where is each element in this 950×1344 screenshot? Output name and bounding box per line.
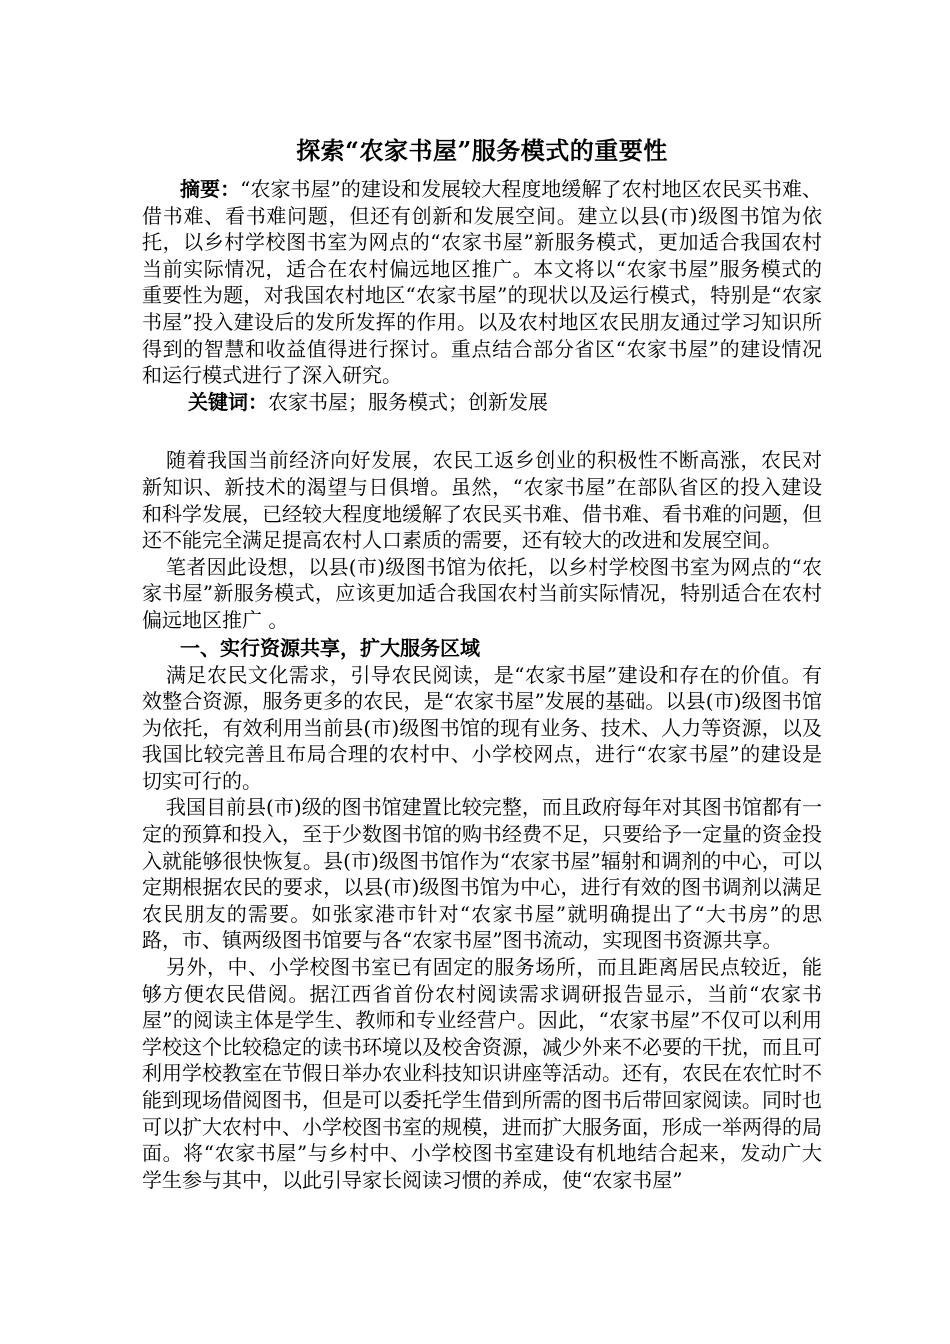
intro-paragraph-1: 随着我国当前经济向好发展，农民工返乡创业的积极性不断高涨，农民对新知识、新技术的渴望与日俱增。虽然，“农家书屋”在部队省区的投入建设和科学发展，已经较大程度地缓解了农民买书难、借书难、看书难的问题，但还不能完全满足提高农村人口素质的需要，还有较大的改进和发展空间。	[142, 448, 822, 553]
abstract-paragraph	[142, 176, 822, 389]
keywords-paragraph	[142, 389, 822, 416]
intro-paragraph-2: 笔者因此设想，以县(市)级图书馆为依托，以乡村学校图书室为网点的“农家书屋”新服务模式，应该更加适合我国农村当前实际情况，特别适合在农村偏远地区推广 。	[142, 554, 822, 632]
section-heading-1: 一、实行资源共享，扩大服务区域	[180, 635, 480, 660]
section1-paragraph-1: 满足农民文化需求，引导农民阅读，是“农家书屋”建设和存在的价值。有效整合资源，服务更多的农民，是“农家书屋”发展的基础。以县(市)级图书馆为依托，有效利用当前县(市)级图书馆的现有业务、技术、人力等资源，以及我国比较完善且布局合理的农村中、小学校网点，进行“农家书屋”的建设是切实可行的。	[142, 662, 822, 793]
document-title: 探索“农家书屋”服务模式的重要性	[296, 136, 668, 165]
abstract-label: 摘要：	[180, 177, 241, 201]
document-page	[142, 128, 822, 1193]
keywords-label: 关键词：	[188, 389, 268, 414]
keywords-text: 农家书屋；服务模式；创新发展	[268, 389, 548, 414]
section1-paragraph-3: 另外，中、小学校图书室已有固定的服务场所，而且距离居民点较近，能够方便农民借阅。据江西省首份农村阅读需求调研报告显示，当前“农家书屋”的阅读主体是学生、教师和专业经营户。因此，“农家书屋”不仅可以利用学校这个比较稳定的读书环境以及校舍资源，减少外来不必要的干扰，而且可利用学校教室在节假日举办农业科技知识讲座等活动。还有，农民在农忙时不能到现场借阅图书，但是可以委托学生借到所需的图书后带回家阅读。同时也可以扩大农村中、小学校图书室的规模，进而扩大服务面，形成一举两得的局面。将“农家书屋”与乡村中、小学校图书室建设有机地结合起来，发动广大学生参与其中，以此引导家长阅读习惯的养成，使“农家书屋”	[142, 955, 822, 1192]
abstract-text: “农家书屋”的建设和发展较大程度地缓解了农村地区农民买书难、借书难、看书难问题，但还有创新和发展空间。建立以县(市)级图书馆为依托，以乡村学校图书室为网点的“农家书屋”新服务模式，更加适合我国农村当前实际情况，适合在农村偏远地区推广。本文将以“农家书屋”服务模式的重要性为题，对我国农村地区“农家书屋”的现状以及运行模式，特别是“农家书屋”投入建设后的发所发挥的作用。以及农村地区农民朋友通过学习知识所得到的智慧和收益值得进行探讨。重点结合部分省区“农家书屋”的建设情况和运行模式进行了深入研究。	[142, 177, 823, 388]
section1-paragraph-2: 我国目前县(市)级的图书馆建置比较完整，而且政府每年对其图书馆都有一定的预算和投入，至于少数图书馆的购书经费不足，只要给予一定量的资金投入就能够很快恢复。县(市)级图书馆作为“农家书屋”辐射和调剂的中心，可以定期根据农民的要求，以县(市)级图书馆为中心，进行有效的图书调剂以满足农民朋友的需要。如张家港市针对“农家书屋”就明确提出了“大书房”的思路，市、镇两级图书馆要与各“农家书屋”图书流动，实现图书资源共享。	[142, 795, 822, 953]
